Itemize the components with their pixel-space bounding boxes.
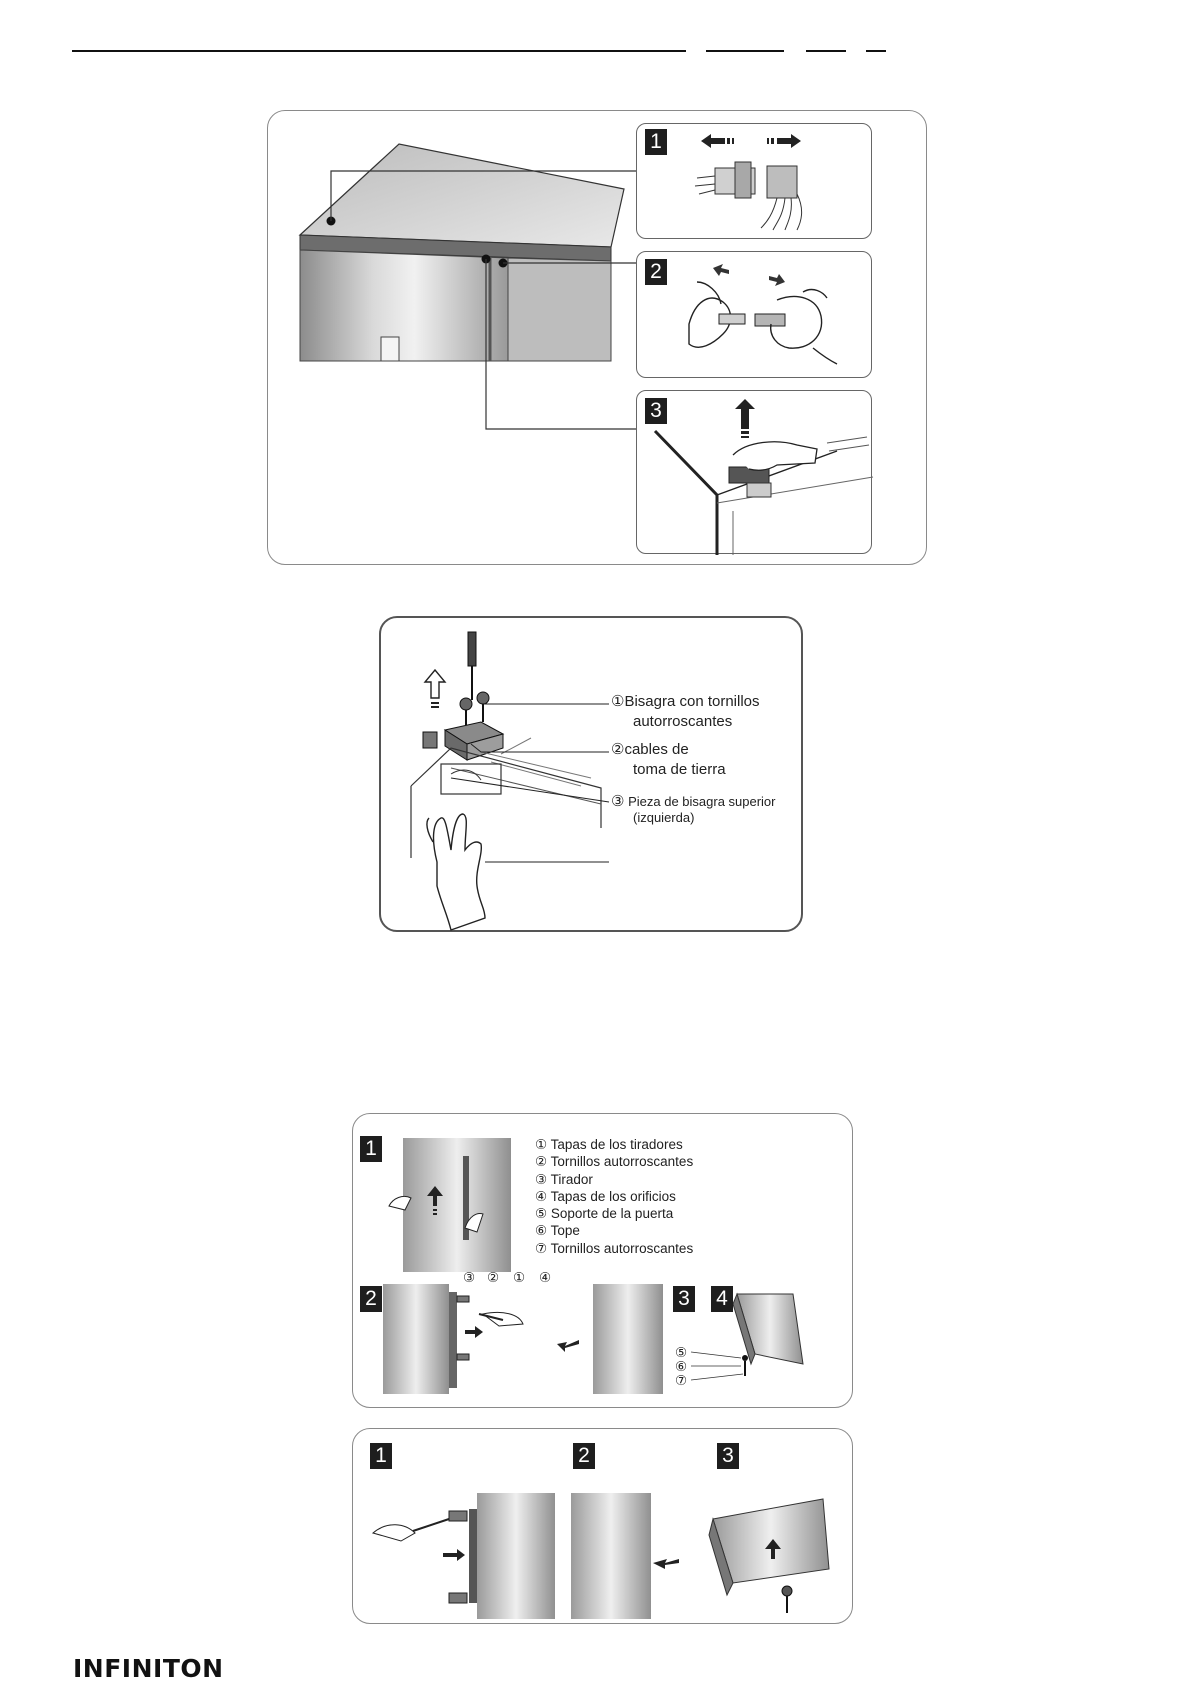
figure-2-panel: [379, 616, 803, 932]
part-marker: ②: [487, 1270, 500, 1285]
figure-4-panel: [352, 1428, 853, 1624]
figure-1-panel: [267, 110, 927, 565]
step-number-badge: 1: [360, 1136, 382, 1162]
legend-text: Tornillos autorroscantes: [550, 1240, 694, 1256]
step-number-badge: 2: [573, 1443, 595, 1469]
callout-marker: ②: [611, 741, 625, 758]
legend-marker: ①: [535, 1137, 548, 1152]
legend-text: Tapas de los orificios: [550, 1188, 676, 1204]
legend-item: [535, 1171, 693, 1188]
step-number-badge: 3: [645, 398, 667, 424]
legend-item: [535, 1188, 693, 1205]
callout-line-2: (izquierda): [633, 810, 695, 825]
hinge-removal-illustration: [381, 618, 805, 934]
callout-line-2: toma de tierra: [633, 761, 726, 778]
callout-line-1: cables de: [624, 741, 689, 758]
legend-item: [535, 1205, 693, 1222]
legend-item: [535, 1136, 693, 1153]
step-number-badge: 4: [711, 1286, 733, 1312]
legend-text: Tirador: [550, 1171, 593, 1187]
brand-logo: INFINITON: [73, 1654, 224, 1683]
legend-marker: ⑤: [535, 1206, 548, 1222]
legend-text: Tornillos autorroscantes: [550, 1154, 694, 1170]
callout-1-label: [611, 692, 760, 712]
header-rule-3: [806, 50, 846, 52]
callout-2-label-line-2: [633, 760, 726, 780]
figure-1-step-1-panel: [636, 123, 872, 239]
part-marker: ③: [463, 1270, 476, 1285]
step-number-badge: 1: [370, 1443, 392, 1469]
connector-unplug-illustration: [637, 124, 873, 240]
legend-item: [535, 1153, 693, 1170]
legend-marker: ⑦: [535, 1240, 548, 1256]
part-marker: ⑥: [675, 1359, 688, 1374]
figure-3-panel: [352, 1113, 853, 1408]
legend-marker: ④: [535, 1188, 548, 1204]
step-number-badge: 2: [360, 1286, 382, 1312]
part-marker: ⑤: [675, 1345, 688, 1360]
legend-text: Tope: [550, 1223, 580, 1239]
legend-text: Tapas de los tiradores: [550, 1137, 683, 1152]
legend-marker: ③: [535, 1171, 548, 1187]
step-number-badge: 2: [645, 259, 667, 285]
step-number-badge: 3: [717, 1443, 739, 1469]
hands-pull-connector-illustration: [637, 252, 873, 379]
part-marker: ①: [513, 1270, 526, 1285]
callout-3-label-line-2: [633, 808, 694, 828]
step-number-badge: 3: [673, 1286, 695, 1312]
header-rule-main: [72, 50, 686, 52]
legend-list: [535, 1136, 693, 1257]
callout-line-2: autorroscantes: [633, 713, 733, 730]
legend-marker: ②: [535, 1154, 548, 1170]
legend-marker: ⑥: [535, 1223, 548, 1239]
callout-line-1: Bisagra con tornillos: [624, 693, 760, 710]
callout-1-label-line-2: [633, 712, 732, 732]
callout-marker: ①: [611, 693, 625, 710]
part-marker: ④: [539, 1270, 552, 1285]
callout-2-label: [611, 740, 689, 760]
lift-hinge-cover-illustration: [637, 391, 873, 555]
figure-1-step-2-panel: [636, 251, 872, 378]
figure-1-step-3-panel: [636, 390, 872, 554]
legend-item: [535, 1240, 693, 1257]
callout-marker: ③: [611, 793, 625, 810]
legend-text: Soporte de la puerta: [550, 1206, 674, 1222]
part-marker: ⑦: [675, 1373, 688, 1388]
step-number-badge: 1: [645, 129, 667, 155]
legend-item: [535, 1222, 693, 1239]
handle-install-illustrations: [353, 1429, 854, 1625]
callout-line-1: Pieza de bisagra superior: [628, 794, 776, 809]
header-rule-2: [706, 50, 784, 52]
header-rule-4: [866, 50, 886, 52]
